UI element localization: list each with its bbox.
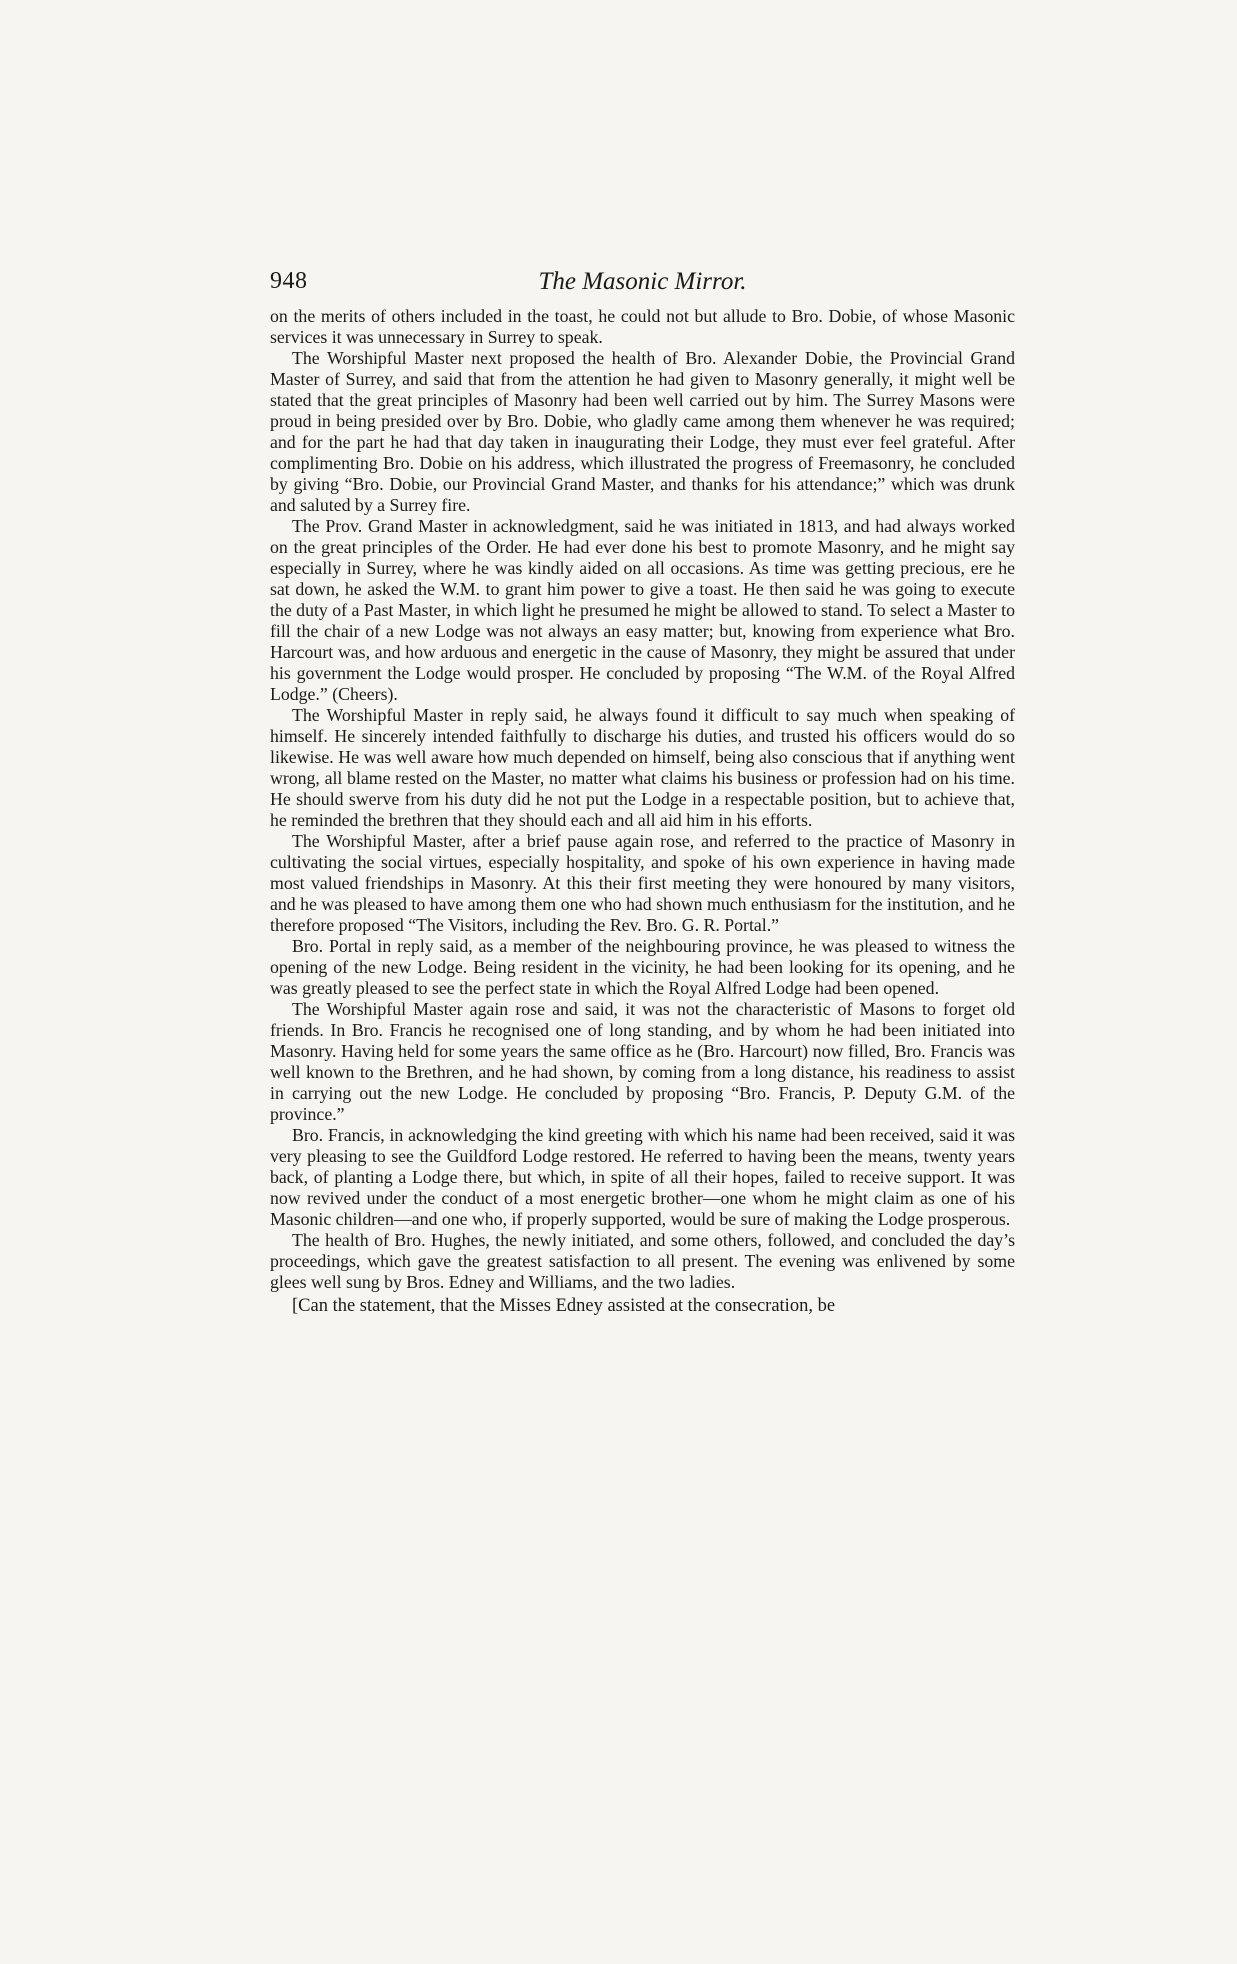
paragraph-3: The Prov. Grand Master in acknowledgment, said he was initiated in 1813, and had always worked on the great principles of the Order. He had ever done his best to promote Masonry, and he might say especially in Surrey, where he was kindly aided on all occasions. As time was getting precious, ere he sat down, he asked the W.M. to grant him power to give a toast. He then said he was going to execute the duty of a Past Master, in which light he presumed he might be allowed to stand. To select a Master to fill the chair of a new Lodge was not always an easy matter; but, knowing from experience what Bro. Harcourt was, and how arduous and energetic in the cause of Masonry, they might be assured that under his government the Lodge would prosper. He concluded by proposing “The W.M. of the Royal Alfred Lodge.” (Cheers).	[270, 516, 1015, 704]
page-number: 948	[270, 268, 308, 294]
page-header	[270, 268, 1015, 302]
paragraph-1: on the merits of others included in the toast, he could not but allude to Bro. Dobie, of whose Masonic services it was unnecessary in Surrey to speak.	[270, 306, 1015, 347]
paragraph-4: The Worshipful Master in reply said, he always found it difficult to say much when speaking of himself. He sincerely intended faithfully to discharge his duties, and trusted his officers would do so likewise. He was well aware how much depended on himself, being also conscious that if anything went wrong, all blame rested on the Master, no matter what claims his business or profession had on his time. He should swerve from his duty did he not put the Lodge in a respectable position, but to achieve that, he reminded the brethren that they should each and all aid him in his efforts.	[270, 705, 1015, 830]
paragraph-10: [Can the statement, that the Misses Edney assisted at the consecration, be	[292, 1296, 836, 1316]
paragraph-8: Bro. Francis, in acknowledging the kind greeting with which his name had been received, said it was very pleasing to see the Guildford Lodge restored. He referred to having been the means, twenty years back, of planting a Lodge there, but which, in spite of all their hopes, failed to receive support. It was now revived under the conduct of a most energetic brother—one whom he might claim as one of his Masonic children—and one who, if properly supported, would be sure of making the Lodge prosperous.	[270, 1125, 1015, 1229]
paragraph-7: The Worshipful Master again rose and said, it was not the characteristic of Masons to forget old friends. In Bro. Francis he recognised one of long standing, and by whom he had been initiated into Masonry. Having held for some years the same office as he (Bro. Harcourt) now filled, Bro. Francis was well known to the Brethren, and he had shown, by coming from a long distance, his readiness to assist in carrying out the new Lodge. He concluded by proposing “Bro. Francis, P. Deputy G.M. of the province.”	[270, 999, 1015, 1124]
paragraph-5: The Worshipful Master, after a brief pause again rose, and referred to the practice of Masonry in cultivating the social virtues, especially hospitality, and spoke of his own experience in having made most valued friendships in Masonry. At this their first meeting they were honoured by many visitors, and he was pleased to have among them one who had shown much enthusiasm for the institution, and he therefore proposed “The Visitors, including the Rev. Bro. G. R. Portal.”	[270, 831, 1015, 935]
paragraph-2: The Worshipful Master next proposed the health of Bro. Alexander Dobie, the Provincial Grand Master of Surrey, and said that from the attention he had given to Masonry generally, it might well be stated that the great principles of Masonry had been well carried out by him. The Surrey Masons were proud in being presided over by Bro. Dobie, who gladly came among them whenever he was required; and for the part he had that day taken in inaugurating their Lodge, they must ever feel grateful. After complimenting Bro. Dobie on his address, which illustrated the progress of Freemasonry, he concluded by giving “Bro. Dobie, our Provincial Grand Master, and thanks for his attendance;” which was drunk and saluted by a Surrey fire.	[270, 348, 1015, 515]
paragraph-6: Bro. Portal in reply said, as a member of the neighbouring province, he was pleased to witness the opening of the new Lodge. Being resident in the vicinity, he had been looking for its opening, and he was greatly pleased to see the perfect state in which the Royal Alfred Lodge had been opened.	[270, 936, 1015, 998]
paragraph-9: The health of Bro. Hughes, the newly initiated, and some others, followed, and concluded the day’s proceedings, which gave the greatest satisfaction to all present. The evening was enlivened by some glees well sung by Bros. Edney and Williams, and the two ladies.	[270, 1230, 1015, 1292]
running-title: The Masonic Mirror.	[538, 268, 747, 295]
article-body	[270, 306, 1015, 1317]
